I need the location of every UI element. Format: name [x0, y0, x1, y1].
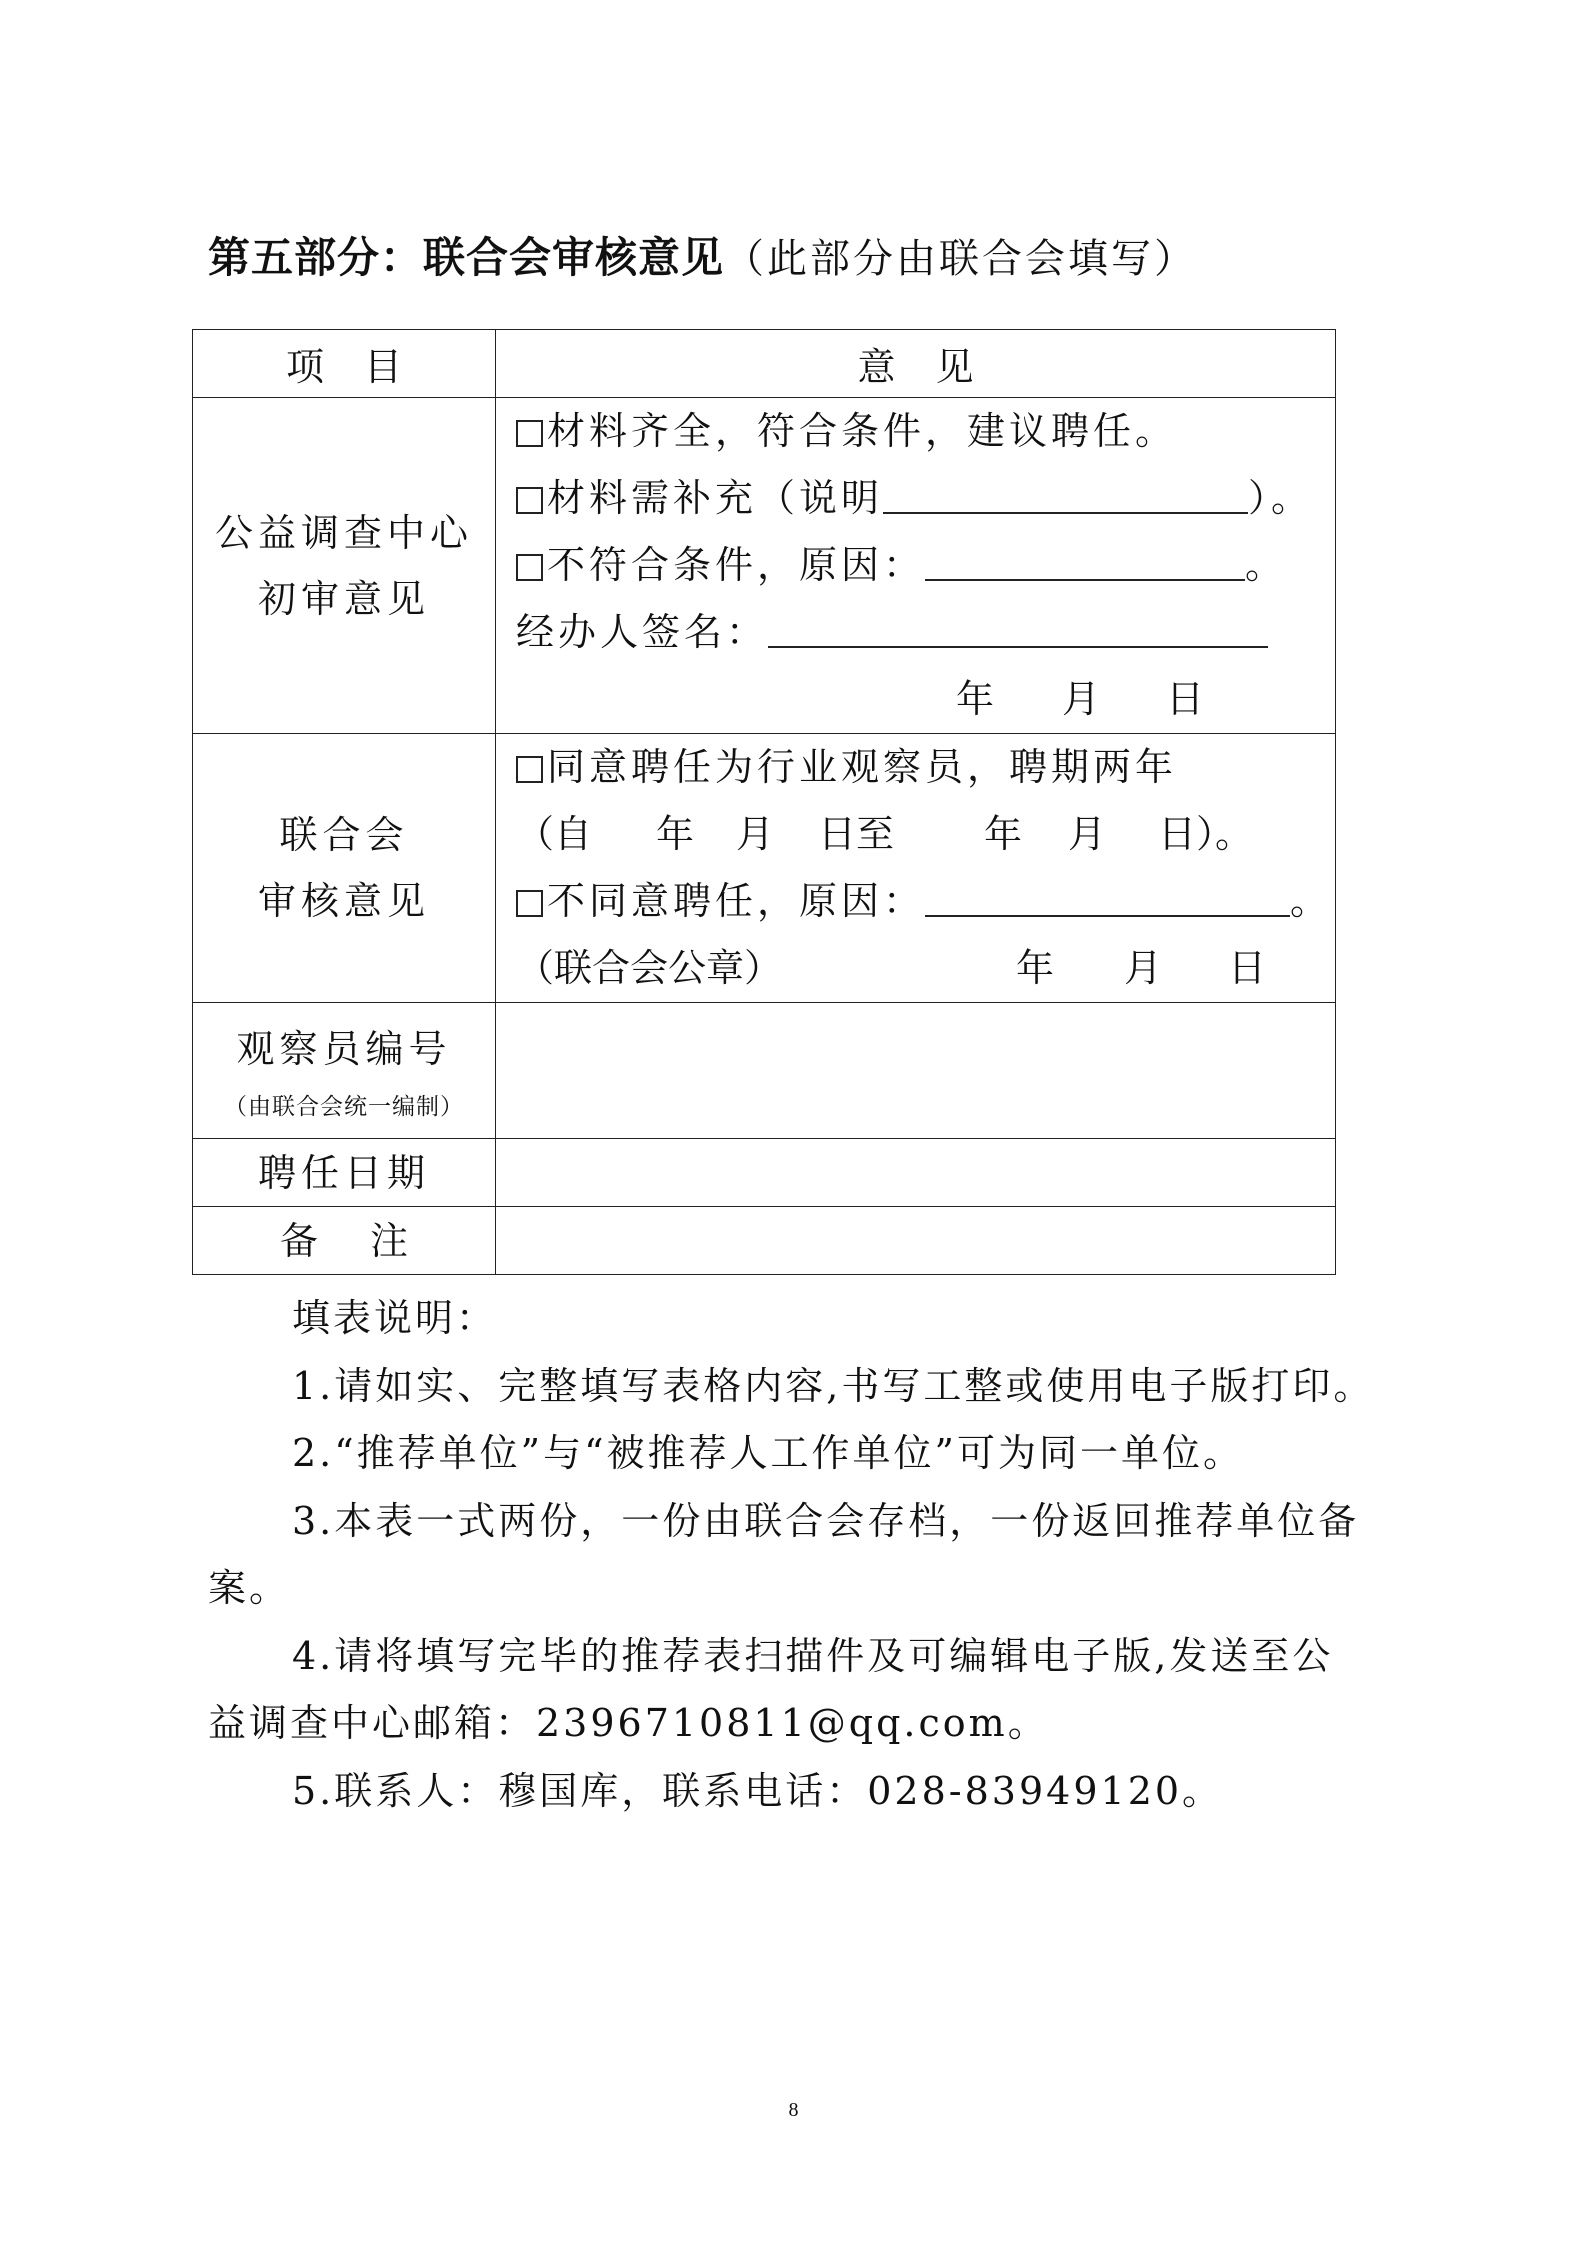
instruction-3: 3.本表一式两份，一份由联合会存档，一份返回推荐单位备: [292, 1498, 1360, 1543]
observer-id-cell[interactable]: [496, 1003, 1336, 1139]
instructions-title: 填表说明：: [292, 1296, 498, 1340]
label-observer-id: 观察员编号 （由联合会统一编制）: [193, 1003, 496, 1139]
instruction-2: 2.“推荐单位”与“被推荐人工作单位”可为同一单位。: [292, 1431, 1244, 1475]
label-federation: 联合会 审核意见: [193, 734, 496, 1003]
option-supplement[interactable]: 材料需补充（说明 ）。: [496, 465, 1335, 532]
table-row-federation: [193, 734, 1336, 1003]
table-row-appoint-date: [193, 1139, 1336, 1207]
opinion-preliminary: [496, 398, 1336, 734]
checkbox[interactable]: [516, 890, 543, 917]
checkbox[interactable]: [516, 756, 543, 783]
section-title: 第五部分：联合会审核意见: [208, 233, 725, 282]
section-heading: [208, 225, 1197, 285]
instructions: [208, 1285, 1398, 1825]
table-row-observer-id: [193, 1003, 1336, 1139]
option-approve[interactable]: 材料齐全，符合条件，建议聘任。: [496, 398, 1335, 465]
period-line: （自 年 月 日至 年 月 日）。: [516, 812, 1254, 856]
signer-blank[interactable]: [768, 614, 1268, 648]
remarks-cell[interactable]: [496, 1207, 1336, 1275]
section-note: （此部分由联合会填写）: [724, 236, 1198, 282]
header-item: 项目: [193, 330, 496, 398]
date-line: 年 月 日: [956, 677, 1205, 721]
opinion-federation: [496, 734, 1336, 1003]
instruction-3-cont: 案。: [208, 1566, 291, 1610]
table-row-preliminary: [193, 398, 1336, 734]
option-agree[interactable]: 同意聘任为行业观察员，聘期两年: [496, 734, 1335, 801]
table-header-row: [193, 330, 1336, 398]
instruction-4-cont: 益调查中心邮箱：2396710811@qq.com。: [208, 1701, 1049, 1745]
label-appoint-date: 聘任日期: [193, 1139, 496, 1207]
option-reject[interactable]: 不符合条件，原因： 。: [496, 532, 1335, 599]
review-table: [192, 329, 1336, 1275]
checkbox[interactable]: [516, 554, 543, 581]
page-number: 8: [788, 2099, 799, 2121]
instruction-1: 1.请如实、完整填写表格内容,书写工整或使用电子版打印。: [292, 1363, 1375, 1408]
supplement-blank[interactable]: [883, 480, 1248, 514]
seal-date-line: （联合会公章） 年 月 日: [516, 946, 1267, 990]
header-opinion: 意见: [496, 330, 1336, 398]
option-disagree[interactable]: 不同意聘任，原因： 。: [496, 868, 1335, 935]
signer-line: 经办人签名：: [496, 599, 1335, 666]
label-remarks: 备注: [193, 1207, 496, 1275]
checkbox[interactable]: [516, 487, 543, 514]
appoint-date-cell[interactable]: [496, 1139, 1336, 1207]
reject-reason-blank[interactable]: [925, 547, 1245, 581]
label-preliminary: 公益调查中心 初审意见: [193, 398, 496, 734]
checkbox[interactable]: [516, 420, 543, 447]
disagree-reason-blank[interactable]: [925, 883, 1290, 917]
instruction-4: 4.请将填写完毕的推荐表扫描件及可编辑电子版,发送至公: [292, 1633, 1334, 1678]
table-row-remarks: [193, 1207, 1336, 1275]
instruction-5: 5.联系人：穆国库，联系电话：028-83949120。: [292, 1768, 1224, 1813]
